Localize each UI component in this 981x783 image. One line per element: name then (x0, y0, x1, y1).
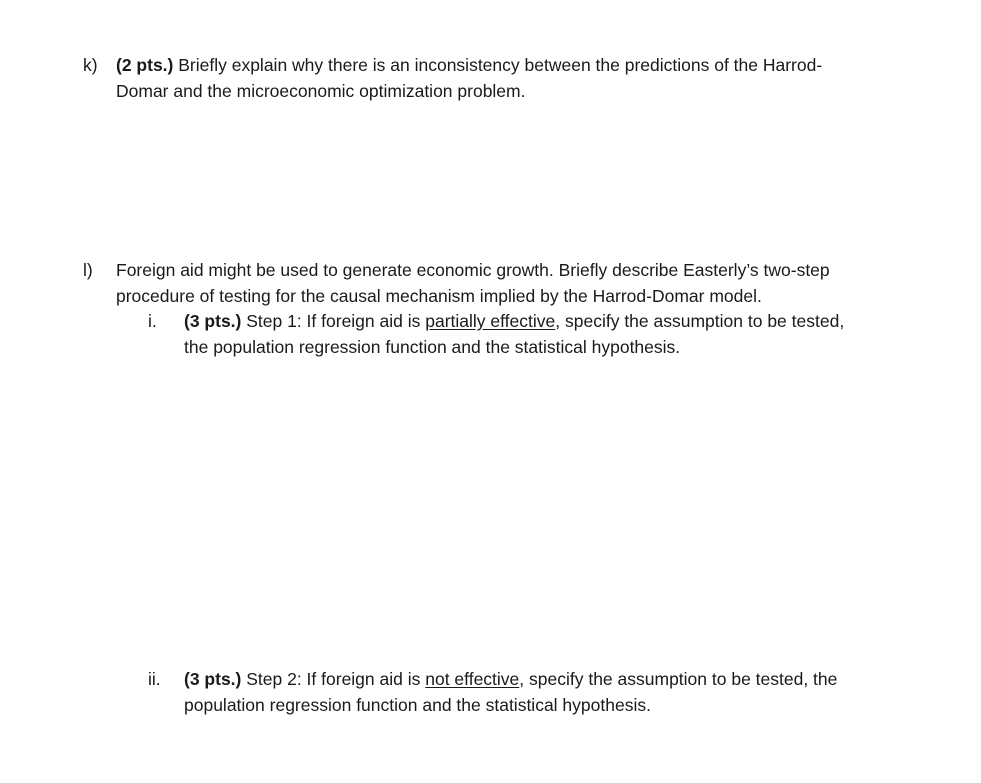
sub-ii-underlined-term: not effective (425, 669, 520, 689)
sub-i-underlined-term: partially effective (425, 311, 556, 331)
sub-ii-line-1-post: , specify the assumption to be tested, the (519, 669, 838, 689)
sub-i-points: (3 pts.) (184, 311, 242, 331)
sub-i-text (184, 308, 844, 360)
question-k-marker: k) (83, 55, 98, 75)
sub-i-line-1 (184, 308, 844, 334)
sub-i-line-2: the population regression function and the statistical hypothesis. (184, 337, 681, 357)
question-k-line-2: Domar and the microeconomic optimization problem. (116, 81, 526, 101)
sub-ii-marker: ii. (148, 669, 161, 689)
sub-i-line-1-pre: Step 1: If foreign aid is (241, 311, 426, 331)
question-k-points: (2 pts.) (116, 55, 174, 75)
question-l-text (116, 257, 830, 309)
question-l-line-2: procedure of testing for the causal mechanism implied by the Harrod-Domar model. (116, 286, 762, 306)
question-l-marker: l) (83, 260, 93, 280)
sub-ii-line-1-pre: Step 2: If foreign aid is (241, 669, 426, 689)
sub-ii-line-1 (184, 666, 837, 692)
sub-i-line-1-post: , specify the assumption to be tested, (555, 311, 845, 331)
question-l-line-1: Foreign aid might be used to generate economic growth. Briefly describe Easterly’s two-step (116, 260, 830, 280)
question-k-text (116, 52, 822, 104)
question-k-line-1 (116, 52, 822, 78)
sub-i-marker: i. (148, 311, 157, 331)
question-k-line-1-text: Briefly explain why there is an inconsistency between the predictions of the Harrod- (173, 55, 823, 75)
sub-ii-line-2: population regression function and the statistical hypothesis. (184, 695, 651, 715)
sub-ii-text (184, 666, 837, 718)
sub-ii-points: (3 pts.) (184, 669, 242, 689)
